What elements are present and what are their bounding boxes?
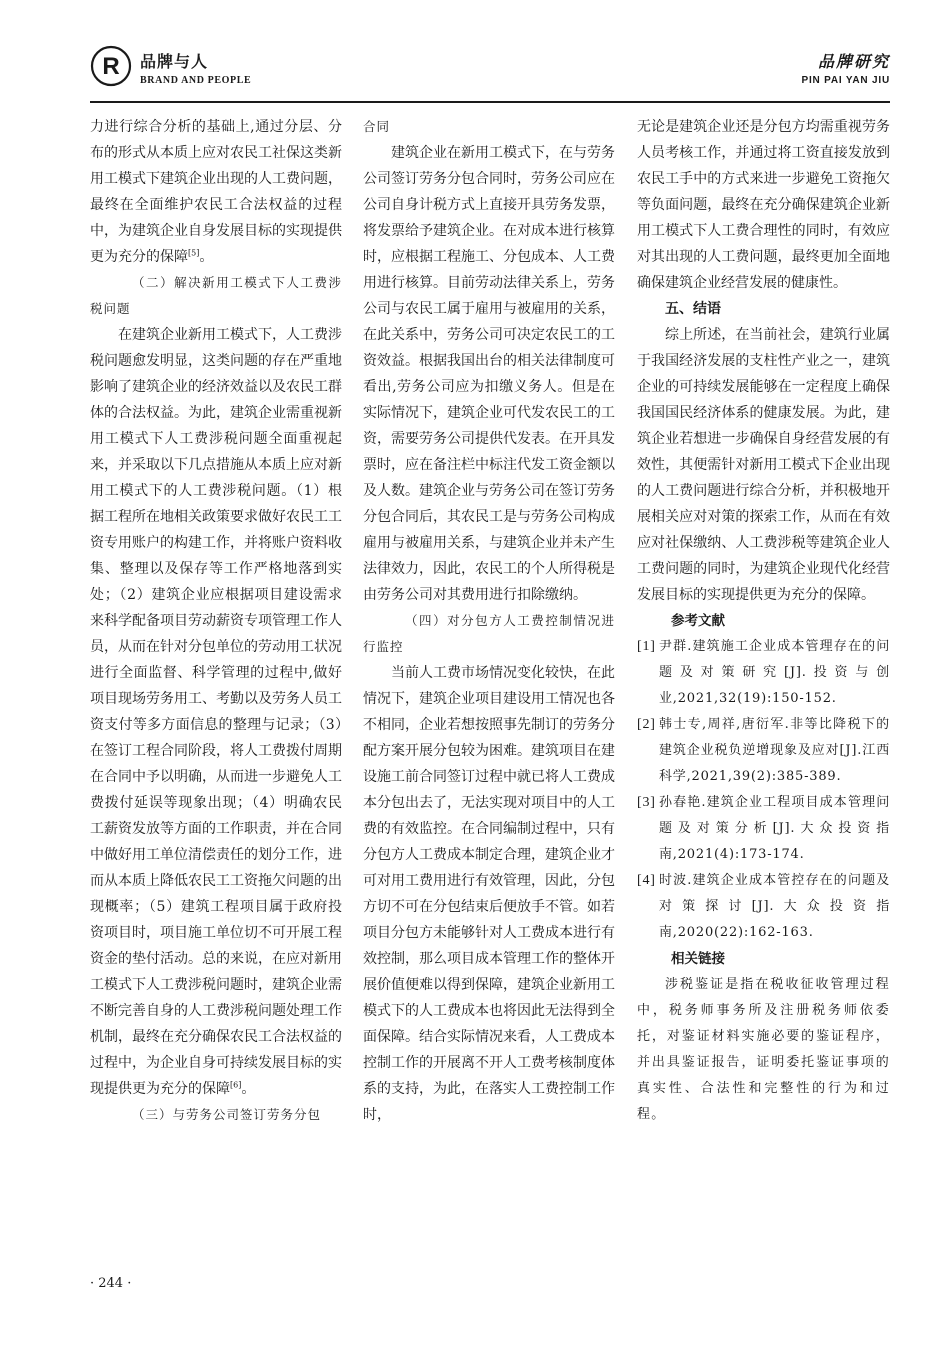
paragraph: 在建筑企业新用工模式下，人工费涉税问题愈发明显，这类问题的存在严重地影响了建筑企业的经济效益以及农民工群体的合法权益。为此，建筑企业需重视新用工模式下人工费涉税问题全面重视起来，并采取以下几点措施从本质上应对新用工模式下的人工费涉税问题。（1）根据工程所在地相关政策要求做好农民工工资专用账户的构建工作，并将账户资料收集、整理以及保存等工作严格地落到实处；（2）建筑企业应根据项目建设需求来科学配备项目劳动薪资专项管理工作人员，从而在针对分包单位的劳动用工状况进行全面监督、科学管理的过程中,做好项目现场劳务用工、考勤以及劳务人员工资支付等多方面信息的整理与记录；（3）在签订工程合同阶段，将人工费拨付周期在合同中予以明确，从而进一步避免人工费拨付延误等现象出现；（4）明确农民工薪资发放等方面的工作职责，并在合同中做好用工单位清偿责任的划分工作，进而从本质上降低农民工工资拖欠问题的出现概率；（5）建筑工程项目属于政府投资项目时，项目施工单位切不可开展工程资金的垫付活动。总的来说，在应对新用工模式下人工费涉税问题时，建筑企业需不断完善自身的人工费涉税问题处理工作机制，最终在充分确保农民工合法权益的过程中，为企业自身可持续发展目标的实现提供更为充分的保障[6]。	[90, 327, 342, 1097]
paragraph: 无论是建筑企业还是分包方均需重视劳务人员考核工作，并通过将工资直接发放到农民工手中的方式来进一步避免工资拖欠等负面问题，最终在充分确保建筑企业新用工模式下人工费合理性的同时，有效应对其出现的人工费问题，最终更加全面地确保建筑企业经营发展的健康性。	[637, 119, 890, 291]
paragraph: 力进行综合分析的基础上,通过分层、分布的形式从本质上应对农民工社保这类新用工模式下建筑企业出现的人工费问题，最终在全面维护农民工合法权益的过程中，为建筑企业自身发展目标的实现提供更为充分的保障[5]。	[90, 119, 342, 265]
section-heading-conclusion: 五、结语	[665, 301, 721, 317]
reference-item: [1] 尹群.建筑施工企业成本管理存在的问题及对策研究[J].投资与创业,2021,32(19):150-152.	[637, 639, 890, 706]
paragraph: 当前人工费市场情况变化较快，在此情况下，建筑企业项目建设用工情况也各不相同，企业若想按照事先制订的劳务分配方案开展分包较为困难。建筑项目在建设施工前合同签订过程中就已将人工费成本分包出去了，无法实现对项目中的人工费的有效监控。在合同编制过程中，只有分包方人工费成本制定合理，建筑企业才可对用工费用进行有效管理，因此，分包方切不可在分包结束后便放手不管。如若项目分包方未能够针对人工费成本进行有效控制，那么项目成本管理工作的整体开展价值便难以得到保障，建筑企业新用工模式下的人工费成本也将因此无法得到全面保障。结合实际情况来看，人工费成本控制工作的开展离不开人工费考核制度体系的支持，为此，在落实人工费控制工作时，	[363, 665, 615, 1123]
section-title-en: PIN PAI YAN JIU	[801, 75, 890, 86]
related-links-title: 相关链接	[671, 951, 725, 967]
brand-title-cn: 品牌与人	[140, 52, 209, 71]
reference-item: [3] 孙春艳.建筑企业工程项目成本管理问题及对策分析[J].大众投资指南,2021(4):173-174.	[637, 795, 890, 862]
text-column-1	[90, 114, 342, 1128]
reference-item: [4] 时波.建筑企业成本管控存在的问题及对策探讨[J].大众投资指南,2020(22):162-163.	[637, 873, 890, 940]
brand-title-en: BRAND AND PEOPLE	[140, 75, 252, 86]
paragraph: 建筑企业在新用工模式下，在与劳务公司签订劳务分包合同时，劳务公司应在公司自身计税方式上直接开具劳务发票，将发票给予建筑企业。在对成本进行核算时，应根据工程施工、分包成本、人工费用进行核算。目前劳动法律关系上，劳务公司与农民工属于雇用与被雇用的关系，在此关系中，劳务公司可决定农民工的工资效益。根据我国出台的相关法律制度可看出,劳务公司应为扣缴义务人。但是在实际情况下，建筑企业可代发农民工的工资，需要劳务公司提供代发表。在开具发票时，应在备注栏中标注代发工资金额以及人数。建筑企业与劳务公司在签订劳务分包合同后，其农民工是与劳务公司构成雇用与被雇用关系，与建筑企业并未产生法律效力，因此，农民工的个人所得税是由劳务公司对其费用进行扣除缴纳。	[363, 145, 615, 603]
text-column-3	[637, 114, 890, 1128]
subsection-heading-3: （三）与劳务公司签订劳务分包	[132, 1107, 322, 1122]
reference-list	[637, 634, 890, 946]
citation-6: [6]	[230, 1080, 242, 1090]
section-title-cn: 品牌研究	[817, 52, 890, 71]
subsection-heading-2: （二）解决新用工模式下人工费涉税问题	[90, 275, 342, 316]
reference-item: [2] 韩士专,周祥,唐衍军.非等比降税下的建筑企业税负逆增现象及应对[J].江西科学,2021,39(2):385-389.	[637, 717, 890, 784]
header-divider	[90, 101, 890, 103]
related-links-text: 涉税鉴证是指在税收征收管理过程中，税务师事务所及注册税务师依委托，对鉴证材料实施必要的鉴证程序，并出具鉴证报告，证明委托鉴证事项的真实性、合法性和完整性的行为和过程。	[637, 977, 890, 1122]
registered-logo-icon	[90, 45, 132, 87]
journal-header	[90, 45, 890, 97]
page-number: · 244 ·	[90, 1276, 132, 1291]
paragraph: 综上所述，在当前社会，建筑行业属于我国经济发展的支柱性产业之一，建筑企业的可持续发展能够在一定程度上确保我国国民经济体系的健康发展。为此，建筑企业若想进一步确保自身经营发展的有效性，其便需针对新用工模式下企业出现的人工费问题进行综合分析，并积极地开展相关应对对策的探索工作，从而在有效应对社保缴纳、人工费涉税等建筑企业人工费问题的同时，为建筑企业现代化经营发展目标的实现提供更为充分的保障。	[637, 327, 890, 603]
references-title: 参考文献	[671, 613, 725, 629]
subsection-heading-3-cont: 合同	[363, 119, 391, 134]
citation-5: [5]	[188, 248, 200, 258]
related-links-box	[637, 972, 890, 1128]
subsection-heading-4: （四）对分包方人工费控制情况进行监控	[363, 613, 615, 654]
svg-text:R: R	[102, 53, 120, 80]
text-column-2	[363, 114, 615, 1128]
